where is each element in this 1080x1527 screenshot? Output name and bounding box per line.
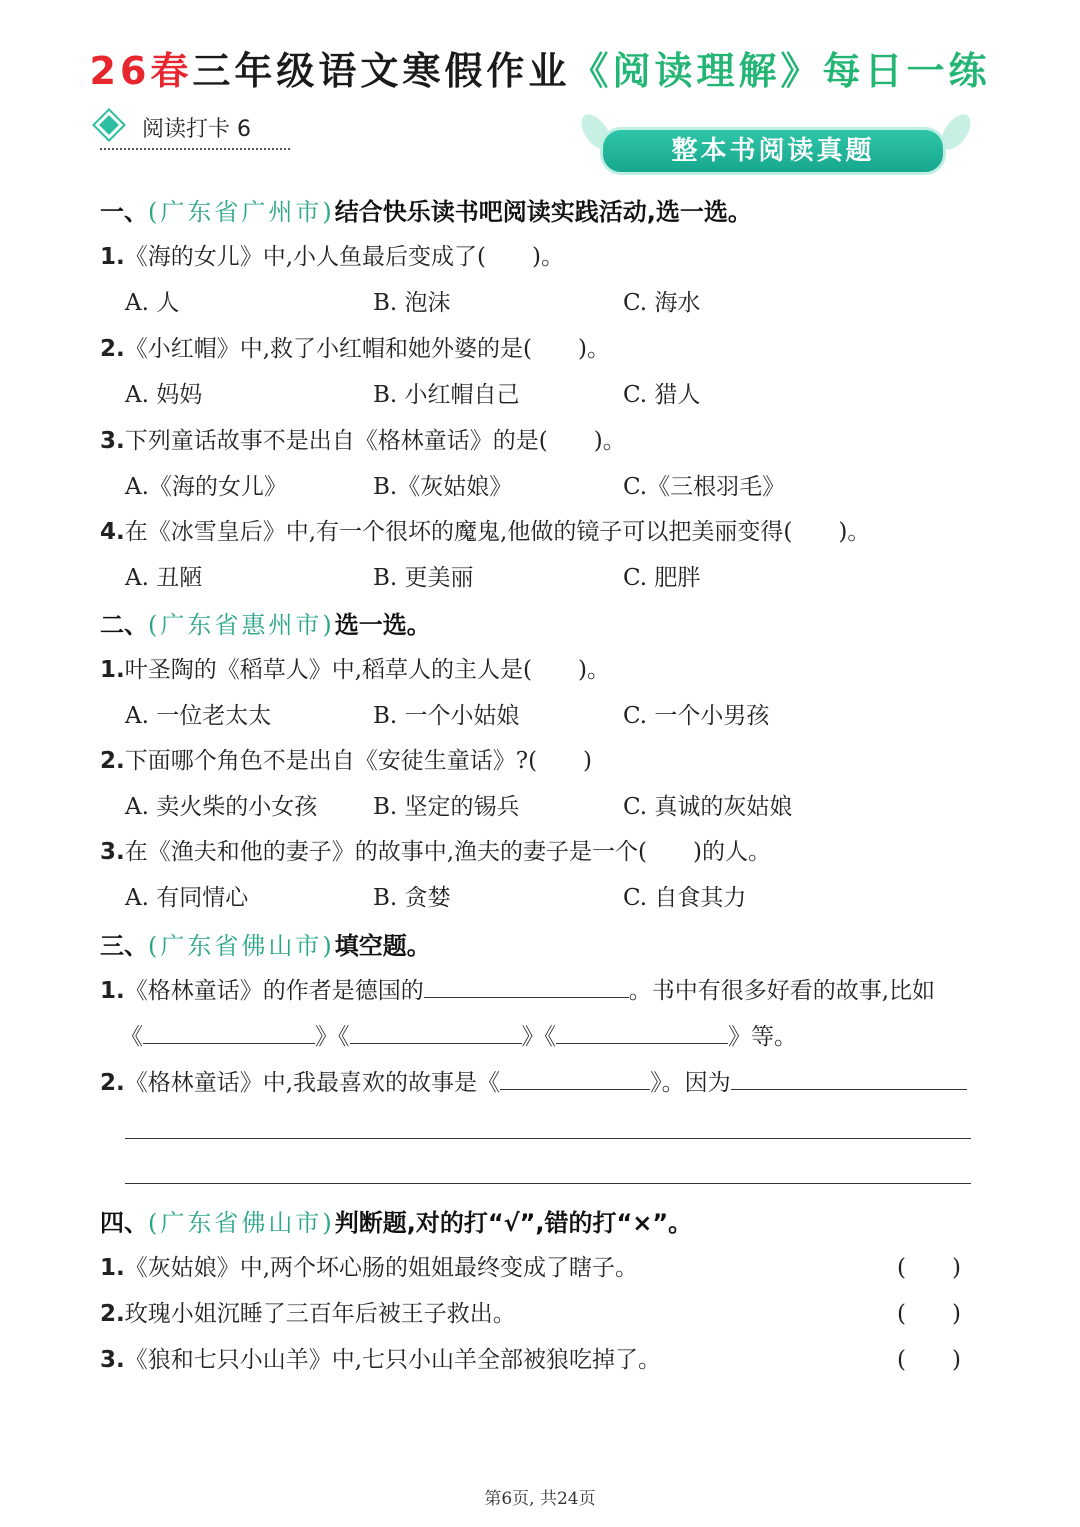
diamond-icon	[99, 115, 119, 135]
question: 2.玫瑰小姐沉睡了三百年后被王子救出。	[100, 1301, 516, 1327]
question: 3.在《渔夫和他的妻子》的故事中,渔夫的妻子是一个( )的人。	[100, 839, 772, 865]
title-grade-tag: 26春	[89, 49, 193, 93]
option: C. 肥胖	[623, 565, 701, 591]
answer-parentheses[interactable]: ( )	[897, 1347, 961, 1373]
question: 4.在《冰雪皇后》中,有一个很坏的魔鬼,他做的镜子可以把美丽变得( )。	[100, 519, 871, 545]
option: B. 贪婪	[373, 885, 451, 911]
question: 2.《小红帽》中,救了小红帽和她外婆的是( )。	[100, 336, 611, 362]
option: B. 泡沫	[373, 290, 451, 316]
option: A. 有同情心	[125, 885, 249, 911]
option: A. 丑陋	[125, 565, 203, 591]
title-main: 三年级语文寒假作业	[192, 49, 571, 93]
option: A. 卖火柴的小女孩	[125, 794, 318, 820]
section-heading: 三、(广东省佛山市)填空题。	[100, 932, 431, 960]
section-heading: 四、(广东省佛山市)判断题,对的打“√”,错的打“×”。	[100, 1209, 693, 1237]
title-book: 《阅读理解》每日一练	[570, 49, 991, 93]
question: 1.《格林童话》的作者是德国的 。书中有很多好看的故事,比如	[100, 972, 935, 1005]
checkin-label: 阅读打卡 6	[142, 117, 251, 142]
section-source: (广东省惠州市)	[148, 611, 335, 639]
blank-line[interactable]	[500, 1065, 650, 1090]
option: B. 坚定的锡兵	[373, 794, 520, 820]
option: C.《三根羽毛》	[623, 474, 786, 500]
option: B. 一个小姑娘	[373, 703, 520, 729]
question: 3.《狼和七只小山羊》中,七只小山羊全部被狼吃掉了。	[100, 1347, 662, 1373]
question: 2.《格林童话》中,我最喜欢的故事是《 》。因为	[100, 1064, 967, 1097]
option: C. 一个小男孩	[623, 703, 770, 729]
question: 1.《灰姑娘》中,两个坏心肠的姐姐最终变成了瞎子。	[100, 1255, 639, 1281]
option: A. 一位老太太	[125, 703, 272, 729]
blank-line[interactable]	[143, 1019, 315, 1044]
answer-line[interactable]	[125, 1138, 971, 1139]
option: A. 人	[125, 290, 180, 316]
option: C. 自食其力	[623, 885, 747, 911]
question-continued: 《 》《 》《 》等。	[120, 1018, 797, 1051]
section-banner: 整本书阅读真题	[600, 127, 946, 175]
blank-line[interactable]	[731, 1065, 967, 1090]
question: 2.下面哪个角色不是出自《安徒生童话》?( )	[100, 748, 593, 774]
option: B. 小红帽自己	[373, 382, 520, 408]
question: 3.下列童话故事不是出自《格林童话》的是( )。	[100, 428, 626, 454]
option: A. 妈妈	[125, 382, 203, 408]
section-source: (广东省佛山市)	[148, 1209, 335, 1237]
option: B. 更美丽	[373, 565, 474, 591]
blank-line[interactable]	[424, 973, 629, 998]
section-source: (广东省广州市)	[148, 198, 335, 226]
option: A.《海的女儿》	[125, 474, 287, 500]
option: C. 真诚的灰姑娘	[623, 794, 793, 820]
answer-parentheses[interactable]: ( )	[897, 1255, 961, 1281]
blank-line[interactable]	[350, 1019, 522, 1044]
blank-line[interactable]	[556, 1019, 728, 1044]
answer-line[interactable]	[125, 1183, 971, 1184]
option: C. 海水	[623, 290, 701, 316]
question: 1.《海的女儿》中,小人鱼最后变成了( )。	[100, 244, 565, 270]
reading-checkin	[100, 108, 290, 150]
section-heading: 二、(广东省惠州市)选一选。	[100, 611, 431, 639]
question: 1.叶圣陶的《稻草人》中,稻草人的主人是( )。	[100, 657, 611, 683]
section-source: (广东省佛山市)	[148, 932, 335, 960]
option: C. 猎人	[623, 382, 701, 408]
option: B.《灰姑娘》	[373, 474, 513, 500]
section-heading: 一、(广东省广州市)结合快乐读书吧阅读实践活动,选一选。	[100, 198, 752, 226]
page-title	[0, 40, 1080, 95]
answer-parentheses[interactable]: ( )	[897, 1301, 961, 1327]
page-number: 第6页, 共24页	[484, 1489, 596, 1509]
